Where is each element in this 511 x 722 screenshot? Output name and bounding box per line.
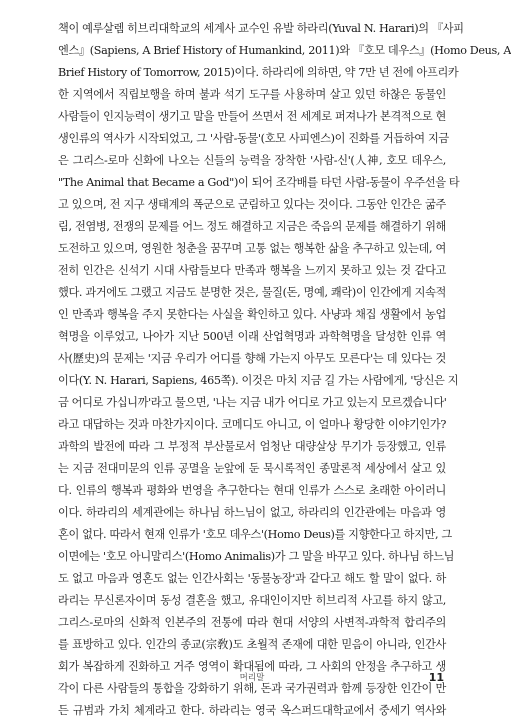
text-line: 도전하고 있으며, 영원한 청춘을 꿈꾸며 고통 없는 행복한 삶을 추구하고 있는데, 여 <box>58 242 446 255</box>
text-line: 림, 전염병, 전쟁의 문제를 어느 정도 해결하고 지금은 죽음의 문제를 해결하기 위해 <box>58 220 446 233</box>
text-line: 엔스』(Sapiens, A Brief History of Humankind, 2011)와 『호모 데우스』(Homo Deus, A <box>58 44 511 57</box>
text-line: 이면에는 '호모 아니말리스'(Homo Animalis)가 그 말을 바꾸고 있다. 하나님 하느님 <box>58 550 455 563</box>
text-line: 사(歷史)의 문제는 '지금 우리가 어디를 향해 가는지 아무도 모른다'는 데 있다는 것 <box>58 352 446 365</box>
text-line: 는 지금 전대미문의 인류 공멸을 눈앞에 둔 묵시록적인 종말론적 세상에서 살고 있 <box>58 462 446 475</box>
text-line: 생인류의 역사가 시작되었고, 그 '사람-동물'(호모 사피엔스)이 진화를 거듭하여 지금 <box>58 132 449 145</box>
body-text <box>58 18 511 722</box>
text-line: 를 표방하고 있다. 인간의 종교(宗敎)도 초월적 존재에 대한 믿음이 아니라, 인간사 <box>58 638 446 651</box>
text-line: 다. 인류의 행복과 평화와 번영을 추구한다는 현대 인류가 스스로 초래한 아이러니 <box>58 484 446 497</box>
text-line: Brief History of Tomorrow, 2015)이다. 하라리에 의하면, 약 7만 년 전에 아프리카 <box>58 66 459 79</box>
text-line: 사람들이 인지능력이 생기고 말을 만들어 쓰면서 전 세계로 퍼져나가 본격적으로 현 <box>58 110 446 123</box>
text-line: 인 만족과 행복을 주지 못한다는 사실을 확인하고 있다. 사냥과 채집 생활에서 농업 <box>58 308 446 321</box>
page-number: 11 <box>428 671 444 684</box>
text-line: 회가 복잡하게 진화하고 거주 영역이 확대됨에 따라, 그 사회의 안정을 추구하고 생 <box>58 660 446 673</box>
page-footer <box>0 668 500 688</box>
text-line: "The Animal that Became a God")이 되어 조각배를 타던 사람-동물이 우주선을 타 <box>58 176 460 189</box>
running-footer-section: 머리말 <box>239 673 265 683</box>
text-line: 이다(Y. N. Harari, Sapiens, 465쪽). 이것은 마치 지금 길 가는 사람에게, '당신은 지 <box>58 374 459 387</box>
text-line: 전히 인간은 신석기 시대 사람들보다 만족과 행복을 느끼지 못하고 있는 것 같다고 <box>58 264 446 277</box>
text-line: 금 어디로 가십니까'라고 물으면, '나는 지금 내가 어디로 가고 있는지 모르겠습니다' <box>58 396 447 409</box>
text-line: 각이 다른 사람들의 통합을 강화하기 위해, 돈과 국가권력과 함께 등장한 인간이 만 <box>58 682 446 695</box>
text-line: 라리는 무신론자이며 동성 결혼을 했고, 유대인이지만 히브리적 사고를 하지 않고, <box>58 594 446 607</box>
text-line: 은 그리스-로마 신화에 나오는 신들의 능력을 장착한 '사람-신'(人神, 호모 데우스, <box>58 154 446 167</box>
text-line: 혁명을 이루었고, 나아가 지난 500년 이래 산업혁명과 과학혁명을 달성한 인류 역 <box>58 330 446 343</box>
text-line: 그리스-로마의 신화적 인본주의 전통에 따라 현대 서양의 사변적-과학적 합리주의 <box>58 616 446 629</box>
text-line: 했다. 과거에도 그랬고 지금도 분명한 것은, 물질(돈, 명예, 쾌락)이 인간에게 지속적 <box>58 286 446 299</box>
text-line: 과학의 발전에 따라 그 부정적 부산물로서 엄청난 대량살상 무기가 등장했고, 인류 <box>58 440 446 453</box>
text-line: 고 있으며, 전 지구 생태계의 폭군으로 군림하고 있다는 것이다. 그동안 인간은 굶주 <box>58 198 446 211</box>
text-line: 든 규범과 가치 체계라고 한다. 하라리는 영국 옥스퍼드대학교에서 중세기 역사와 <box>58 704 446 717</box>
text-line: 이다. 하라리의 세계관에는 하나님 하느님이 없고, 하라리의 인간관에는 마음과 영 <box>58 506 446 519</box>
text-line: 한 지역에서 직립보행을 하며 불과 석기 도구를 사용하며 살고 있던 하찮은 동물인 <box>58 88 446 101</box>
text-line: 라고 대답하는 것과 마찬가지이다. 코메디도 아니고, 이 얼마나 황당한 이야기인가? <box>58 418 446 431</box>
text-line: 도 없고 마음과 영혼도 없는 인간사회는 '동물농장'과 같다고 해도 할 말이 없다. 하 <box>58 572 446 585</box>
text-line: 책이 예루살렘 히브리대학교의 세계사 교수인 유발 하라리(Yuval N. Harari)의 『사피 <box>58 22 464 35</box>
text-line: 혼이 없다. 따라서 현재 인류가 '호모 데우스'(Homo Deus)를 지향한다고 하지만, 그 <box>58 528 452 541</box>
